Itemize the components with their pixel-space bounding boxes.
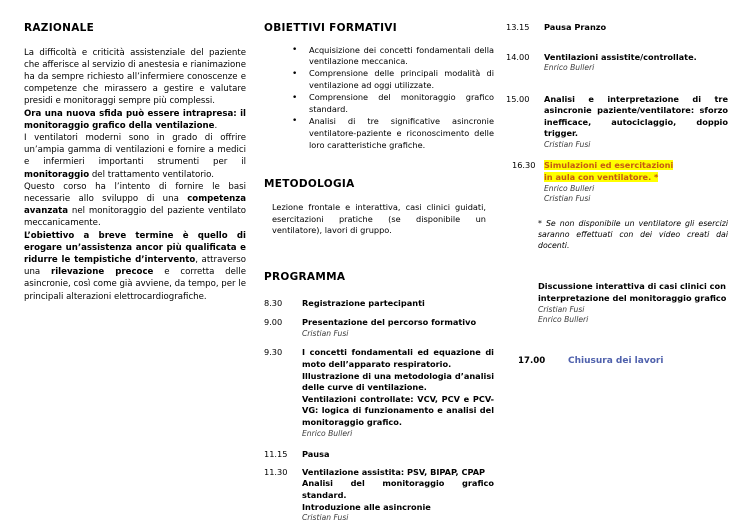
programme-title: Registrazione partecipanti bbox=[302, 297, 425, 308]
run-text-bold: competenza avanzata bbox=[24, 194, 246, 217]
programme-entry bbox=[264, 467, 494, 524]
programme-title: Illustrazione di una metodologia d’analisi delle curve di ventilazione. bbox=[302, 370, 494, 393]
programme-entry-closing bbox=[506, 355, 728, 368]
programme-footnote: * Se non disponibile un ventilatore gli esercizi saranno effettuati con dei video creati dai docenti. bbox=[538, 219, 728, 251]
programme-detail bbox=[302, 347, 494, 439]
programme-entry bbox=[264, 298, 494, 310]
programme-time: 9.30 bbox=[264, 347, 283, 358]
section-heading-objectives: OBIETTIVI FORMATIVI bbox=[264, 22, 397, 34]
list-item bbox=[292, 92, 494, 116]
programme-title-highlight-line bbox=[544, 160, 728, 172]
programme-speaker: Cristian Fusi bbox=[538, 304, 585, 314]
programme-detail bbox=[544, 94, 728, 151]
programme-entry-highlighted bbox=[506, 160, 728, 204]
run-text: I ventilatori moderni sono in grado di offrire un’ampia gamma di ventilazioni e fornire a medici e infermieri importanti strumenti per il bbox=[24, 133, 246, 168]
section-heading-methodology: METODOLOGIA bbox=[264, 177, 355, 190]
closing-time: 17.00 bbox=[518, 356, 546, 367]
run-text-bold: rilevazione precoce bbox=[51, 267, 154, 278]
programme-title: Pausa Pranzo bbox=[544, 22, 607, 32]
list-item-label: Acquisizione dei concetti fondamentali della ventilazione meccanica. bbox=[309, 44, 494, 67]
column-rationale bbox=[24, 0, 246, 524]
run-text: . bbox=[214, 120, 218, 131]
highlighted-text: Simulazioni ed esercitazioni bbox=[544, 160, 674, 171]
section-heading-programme: PROGRAMMA bbox=[264, 271, 346, 284]
list-item bbox=[292, 45, 494, 69]
column-programme-afternoon bbox=[506, 0, 728, 524]
programme-entry bbox=[264, 317, 494, 339]
programme-speaker: Enrico Bulleri bbox=[544, 183, 595, 193]
discussion-title-line: interpretazione del monitoraggio grafico bbox=[538, 292, 727, 303]
programme-entry bbox=[506, 52, 728, 74]
list-item-label: Comprensione delle principali modalità di ventilazione ad oggi utilizzate. bbox=[309, 68, 494, 91]
bullet-icon: • bbox=[292, 92, 298, 103]
run-text: nel monitoraggio del paziente ventilato meccanicamente. bbox=[24, 206, 246, 229]
run-text: , attraverso una bbox=[24, 255, 246, 278]
run-text: Questo corso ha l’intento di fornire le basi necessarie allo sviluppo di una bbox=[24, 181, 246, 205]
bullet-icon: • bbox=[292, 45, 298, 56]
programme-entry bbox=[264, 449, 494, 461]
programme-title-highlight-line bbox=[544, 172, 728, 184]
run-text-bold: monitoraggio bbox=[24, 169, 90, 180]
run-text: del trattamento ventilatorio. bbox=[89, 169, 214, 180]
bullet-icon: • bbox=[292, 116, 298, 127]
rationale-paragraph-4 bbox=[24, 181, 246, 230]
programme-speaker: Cristian Fusi bbox=[302, 329, 349, 338]
programme-time: 9.00 bbox=[264, 317, 283, 328]
programme-detail bbox=[302, 449, 494, 461]
run-text-bold: L’obiettivo a breve termine è quello di erogare un’assistenza ancor più qualificata e ridurre le tempistiche d’intervento bbox=[24, 230, 246, 266]
programme-detail bbox=[302, 317, 494, 339]
programme-title: Introduzione alle asincronie bbox=[302, 501, 431, 512]
programme-detail bbox=[302, 298, 494, 310]
run-text: La difficoltà e criticità assistenziale del paziente che afferisce al servizio di anestesia e rianimazione ha da sempre richiesto all’infermiere conoscenze e competenze che mirassero a gestire e valutare presidi e monitoraggi sempre più complessi. bbox=[24, 47, 246, 107]
programme-time: 13.15 bbox=[506, 22, 530, 32]
closing-detail bbox=[568, 355, 728, 368]
list-item bbox=[292, 68, 494, 92]
programme-title: Pausa bbox=[302, 448, 330, 459]
programme-detail bbox=[544, 160, 728, 204]
programme-detail bbox=[302, 467, 494, 524]
programme-time: 8.30 bbox=[264, 297, 283, 308]
rationale-paragraph-5 bbox=[24, 230, 246, 303]
programme-time: 14.00 bbox=[506, 51, 530, 62]
programme-time: 11.30 bbox=[264, 466, 288, 477]
programme-title: Analisi e interpretazione di tre asincronie paziente/ventilatore: sforzo inefficace, autociclaggio, doppio trigger. bbox=[544, 93, 728, 139]
programme-title: Ventilazioni controllate: VCV, PCV e PCV-VG: logica di funzionamento e analisi del monitoraggio grafico. bbox=[302, 393, 494, 428]
programme-speaker: Cristian Fusi bbox=[544, 193, 591, 203]
run-text: e corretta delle asincronie, così come già avviene, da tempo, per le principali alterazioni elettrocardiografiche. bbox=[24, 267, 246, 302]
programme-speaker: Enrico Bulleri bbox=[302, 428, 353, 438]
programme-speaker: Cristian Fusi bbox=[544, 140, 591, 150]
programme-title: Analisi del monitoraggio grafico standard. bbox=[302, 478, 494, 500]
closing-label: Chiusura dei lavori bbox=[568, 356, 664, 367]
programme-speaker: Enrico Bulleri bbox=[544, 63, 595, 73]
programme-title: Ventilazioni assistite/controllate. bbox=[544, 51, 697, 62]
programme-detail bbox=[544, 22, 728, 34]
column-objectives-programme bbox=[264, 0, 494, 524]
programme-time: 16.30 bbox=[512, 160, 536, 171]
list-item-label: Analisi di tre significative asincronie ventilatore-paziente e riconoscimento delle loro caratteristiche grafiche. bbox=[309, 115, 494, 150]
bullet-icon: • bbox=[292, 68, 298, 79]
list-item bbox=[292, 116, 494, 152]
programme-entry bbox=[506, 94, 728, 151]
section-heading-rationale: RAZIONALE bbox=[24, 22, 95, 34]
rationale-paragraph-1 bbox=[24, 47, 246, 108]
programme-speaker: Enrico Bulleri bbox=[538, 314, 589, 324]
programme-time: 15.00 bbox=[506, 93, 530, 104]
highlighted-text: in aula con ventilatore. * bbox=[544, 171, 659, 182]
programme-entry bbox=[264, 347, 494, 439]
run-text-bold: Ora una nuova sfida può essere intrapresa: il monitoraggio grafico della ventilazione bbox=[24, 108, 246, 131]
list-item-label: Comprensione del monitoraggio grafico standard. bbox=[309, 92, 494, 115]
programme-entry bbox=[506, 22, 728, 34]
programme-title: Ventilazione assistita: PSV, BIPAP, CPAP bbox=[302, 466, 486, 477]
methodology-text: Lezione frontale e interattiva, casi clinici guidati, esercitazioni pratiche (se disponibile un ventilatore), lavori di gruppo. bbox=[272, 202, 486, 236]
rationale-paragraph-2 bbox=[24, 108, 246, 132]
programme-detail bbox=[544, 52, 728, 74]
programme-speaker: Cristian Fusi bbox=[302, 513, 349, 523]
discussion-title-line: Discussione interattiva di casi clinici con bbox=[538, 281, 726, 292]
programme-title: Presentazione del percorso formativo bbox=[302, 317, 477, 328]
rationale-paragraph-3 bbox=[24, 132, 246, 181]
objectives-list bbox=[264, 45, 494, 152]
programme-time: 11.15 bbox=[264, 448, 288, 459]
programme-title: I concetti fondamentali ed equazione di moto dell’apparato respiratorio. bbox=[302, 347, 494, 369]
